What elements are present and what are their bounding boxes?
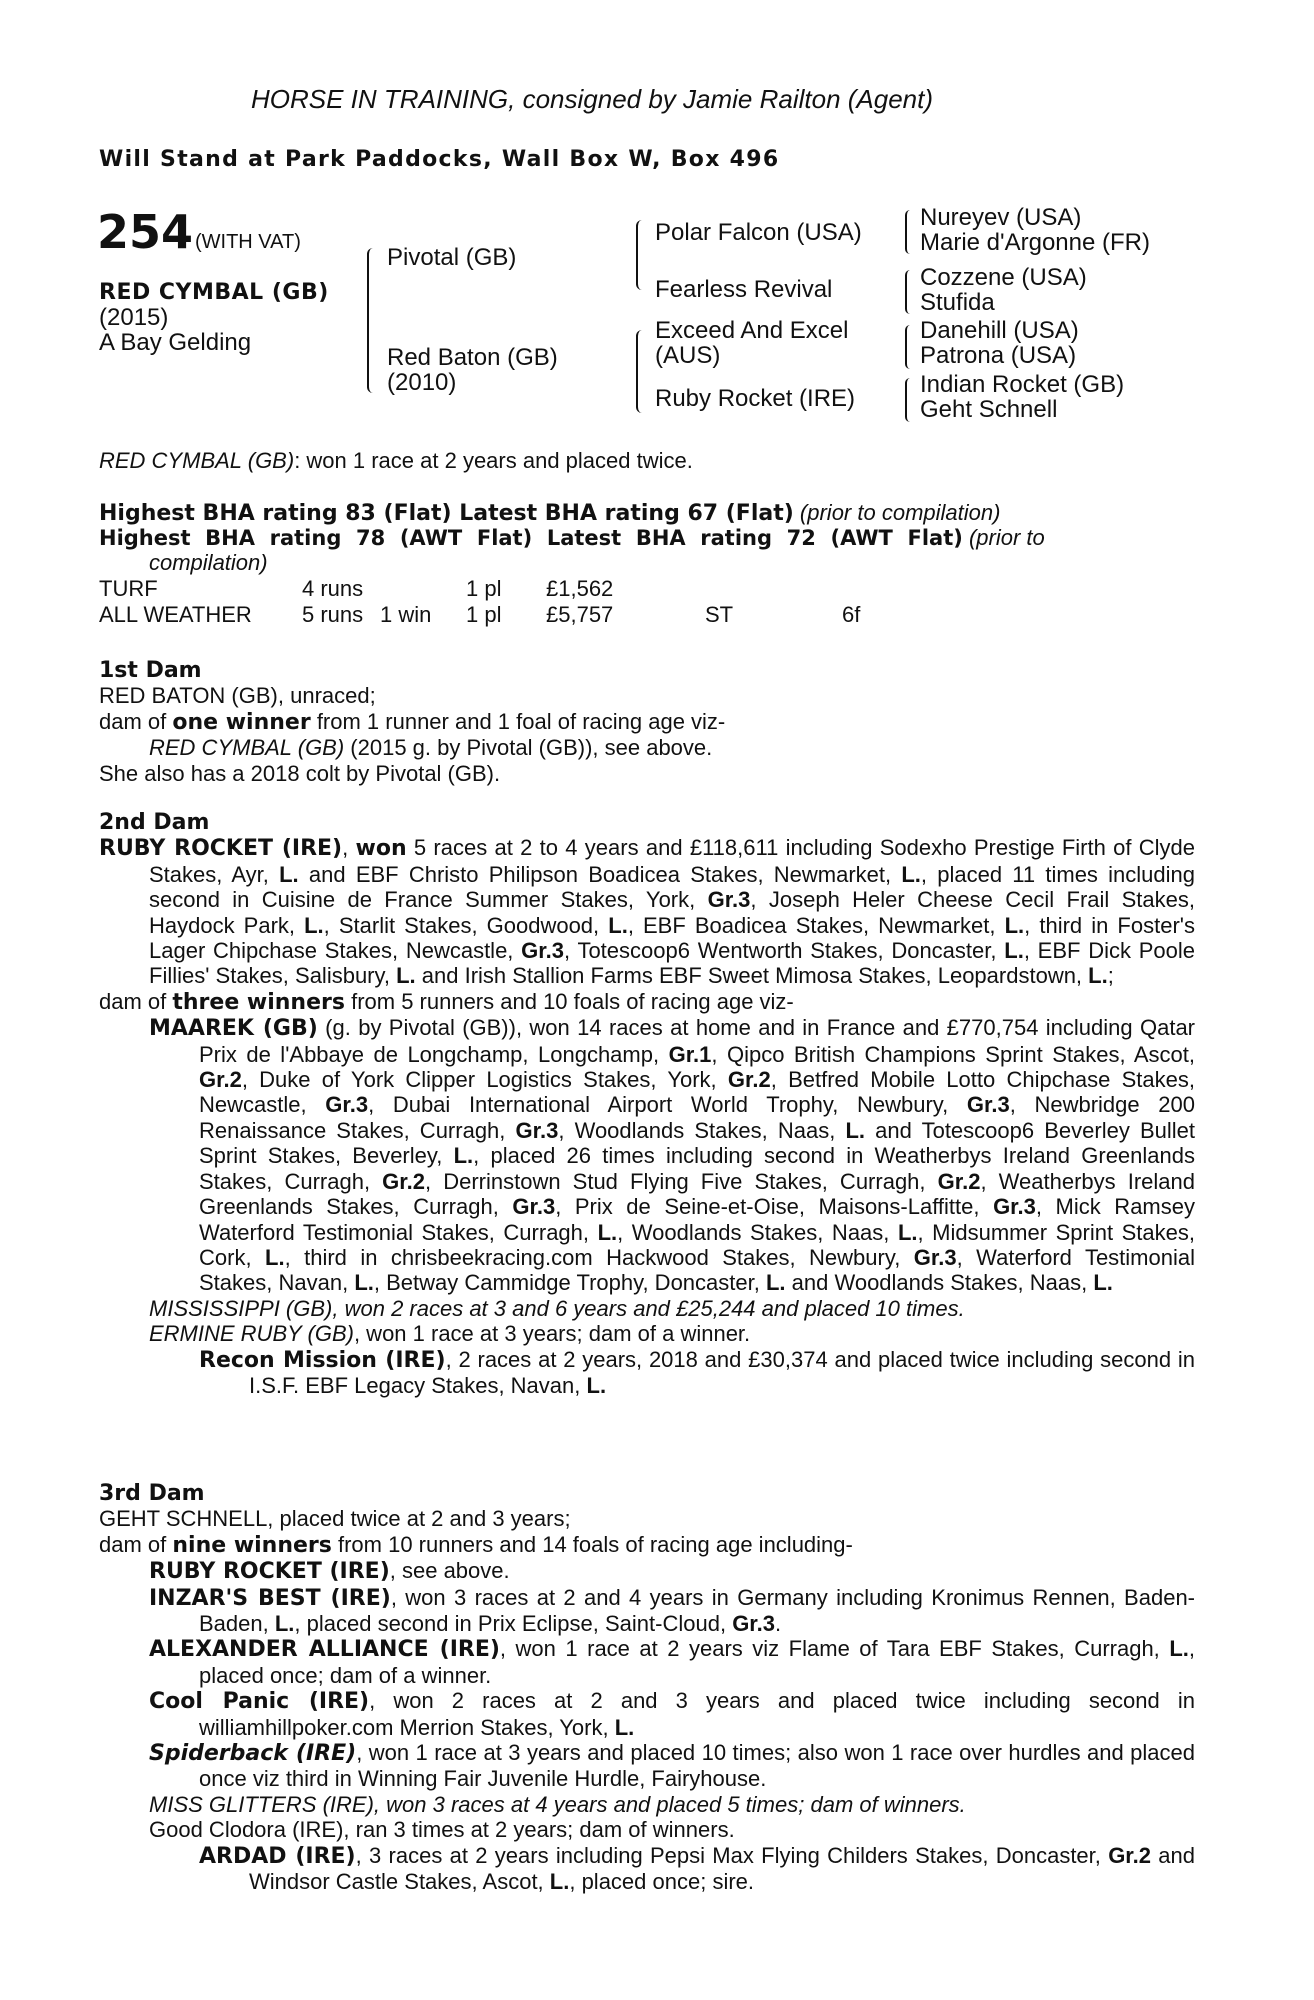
pedigree-gg1: Nureyev (USA) bbox=[920, 204, 1082, 231]
progeny-alexander-alliance: ALEXANDER ALLIANCE (IRE), won 1 race at 2 years viz Flame of Tara EBF Stakes, Curragh, L., placed once; dam of a winner. bbox=[149, 1636, 1195, 1688]
pedigree-sire-dam: Fearless Revival bbox=[655, 276, 833, 303]
third-dam-heading: 3rd Dam bbox=[99, 1481, 205, 1506]
turf-runs: 4 runs bbox=[302, 576, 364, 601]
pedigree-brace-main bbox=[367, 248, 379, 393]
progeny-miss-glitters: MISS GLITTERS (IRE), won 3 races at 4 years and placed 5 times; dam of winners. bbox=[149, 1791, 966, 1817]
aw-surface: ST bbox=[705, 602, 734, 627]
pedigree-gg6: Patrona (USA) bbox=[920, 342, 1077, 369]
pedigree-brace-sire bbox=[636, 220, 648, 290]
pedigree-dam-year: (2010) bbox=[387, 369, 457, 396]
second-dam-section bbox=[99, 810, 1195, 1398]
progeny-mississippi: MISSISSIPPI (GB), won 2 races at 3 and 6 years and £25,244 and placed 10 times. bbox=[149, 1295, 965, 1321]
horse-name: RED CYMBAL (GB) bbox=[99, 280, 329, 305]
foaling-year: (2015) bbox=[99, 304, 169, 331]
third-dam-intro: dam of nine winners from 10 runners and 14 foals of racing age including- bbox=[99, 1531, 853, 1558]
third-dam-section bbox=[99, 1481, 1195, 1895]
pedigree-dam-dam: Ruby Rocket (IRE) bbox=[655, 385, 856, 412]
rating-awt: Highest BHA rating 78 (AWT Flat) Latest BHA rating 72 (AWT Flat) bbox=[99, 526, 963, 550]
aw-placed: 1 pl bbox=[466, 602, 502, 627]
rating-awt-note-cont: compilation) bbox=[149, 550, 268, 575]
pedigree-gg2: Marie d'Argonne (FR) bbox=[920, 229, 1150, 256]
page-title: HORSE IN TRAINING, consigned by Jamie Railton (Agent) bbox=[251, 84, 934, 114]
pedigree-sire-sire: Polar Falcon (USA) bbox=[655, 219, 862, 246]
aw-earnings: £5,757 bbox=[546, 602, 614, 627]
progeny-spiderback: Spiderback (IRE), won 1 race at 3 years and placed 10 times; also won 1 race over hurdles and placed once viz third in Winning Fair Juvenile Hurdle, Fairyhouse. bbox=[149, 1740, 1196, 1792]
progeny-ardad: ARDAD (IRE), 3 races at 2 years including Pepsi Max Flying Childers Stakes, Doncaster, Gr.2 and Windsor Castle Stakes, Ascot, L., placed once; sire. bbox=[199, 1842, 1195, 1895]
first-dam-intro: dam of one winner from 1 runner and 1 foal of racing age viz- bbox=[99, 708, 726, 735]
first-dam-progeny: RED CYMBAL (GB) (2015 g. by Pivotal (GB)), see above. bbox=[149, 735, 713, 761]
progeny-recon-mission: Recon Mission (IRE), 2 races at 2 years, 2018 and £30,374 and placed twice including second in I.S.F. EBF Legacy Stakes, Navan, L. bbox=[199, 1346, 1195, 1398]
progeny-inzars-best: INZAR'S BEST (IRE), won 3 races at 2 and 4 years in Germany including Kronimus Rennen, Baden-Baden, L., placed second in Prix Eclipse, Saint-Cloud, Gr.3. bbox=[149, 1584, 1196, 1637]
pedigree-gg3: Cozzene (USA) bbox=[920, 264, 1087, 291]
pedigree-sire: Pivotal (GB) bbox=[387, 244, 517, 271]
pedigree-brace-g2 bbox=[905, 270, 915, 314]
rating-awt-note: (prior to bbox=[968, 525, 1045, 550]
aw-runs: 5 runs bbox=[302, 602, 364, 627]
progeny-maarek: MAAREK (GB) (g. by Pivotal (GB)), won 14 races at home and in France and £770,754 including Qatar Prix de l'Abbaye de Longchamp, Longchamp, Gr.1, Qipco British Champions Sprint Stakes, Ascot, Gr.2, Duke of York Clipper Logistics Stakes, York, Gr.2, Betfred Mobile Lotto Chipchase Stakes, Newcastle, Gr.3, Dubai International Airport World Trophy, Newbury, Gr.3, Newbridge 200 Renaissance Stakes, Curragh, Gr.3, Woodlands Stakes, Naas, L. and Totescoop6 Beverley Bullet Sprint Stakes, Beverley, L., placed 26 times including second in Weatherbys Ireland Greenlands Stakes, Curragh, Gr.2, Derrinstown Stud Flying Five Stakes, Curragh, Gr.2, Weatherbys Ireland Greenlands Stakes, Curragh, Gr.3, Prix de Seine-et-Oise, Maisons-Laffitte, Gr.3, Mick Ramsey Waterford Testimonial Stakes, Curragh, L., Woodlands Stakes, Naas, L., Midsummer Sprint Stakes, Cork, L., third in chrisbeekracing.com Hackwood Stakes, Newbury, Gr.3, Waterford Testimonial Stakes, Navan, L., Betway Cammidge Trophy, Doncaster, L. and Woodlands Stakes, Naas, L. bbox=[149, 1015, 1196, 1296]
first-dam-heading: 1st Dam bbox=[99, 658, 202, 683]
aw-distance: 6f bbox=[842, 602, 861, 627]
rating-line-2 bbox=[99, 525, 1045, 551]
pedigree-dam-sire: Exceed And Excel bbox=[655, 317, 849, 344]
pedigree-gg7: Indian Rocket (GB) bbox=[920, 371, 1125, 398]
turf-label: TURF bbox=[99, 576, 158, 601]
pedigree-brace-g3 bbox=[905, 325, 915, 369]
summary-text: : won 1 race at 2 years and placed twice. bbox=[294, 448, 693, 473]
race-summary bbox=[99, 448, 693, 473]
pedigree-gg4: Stufida bbox=[920, 289, 995, 316]
summary-horse-name: RED CYMBAL (GB) bbox=[99, 448, 295, 473]
aw-label: ALL WEATHER bbox=[99, 602, 252, 627]
rating-flat-note: (prior to compilation) bbox=[799, 500, 1001, 525]
pedigree-gg8: Geht Schnell bbox=[920, 396, 1058, 423]
horse-description: A Bay Gelding bbox=[99, 329, 252, 356]
progeny-good-clodora: Good Clodora (IRE), ran 3 times at 2 years; dam of winners. bbox=[149, 1817, 735, 1843]
rating-flat: Highest BHA rating 83 (Flat) Latest BHA rating 67 (Flat) bbox=[99, 501, 794, 526]
first-dam-section bbox=[99, 658, 1195, 786]
vat-label: (WITH VAT) bbox=[195, 231, 301, 253]
pedigree-gg5: Danehill (USA) bbox=[920, 317, 1079, 344]
aw-wins: 1 win bbox=[380, 602, 432, 627]
pedigree-brace-g4 bbox=[905, 378, 915, 422]
turf-earnings: £1,562 bbox=[546, 576, 614, 601]
box-location: Will Stand at Park Paddocks, Wall Box W, Box 496 bbox=[99, 147, 780, 172]
second-dam-intro: dam of three winners from 5 runners and 10 foals of racing age viz- bbox=[99, 988, 794, 1015]
second-dam-heading: 2nd Dam bbox=[99, 810, 210, 835]
progeny-ermine-ruby: ERMINE RUBY (GB), won 1 race at 3 years; dam of a winner. bbox=[149, 1321, 751, 1347]
pedigree-dam-sire-country: (AUS) bbox=[655, 342, 721, 369]
turf-placed: 1 pl bbox=[466, 576, 502, 601]
progeny-ruby-rocket: RUBY ROCKET (IRE), see above. bbox=[149, 1558, 510, 1585]
pedigree-brace-g1 bbox=[905, 210, 915, 254]
lot-number: 254 bbox=[97, 205, 194, 259]
pedigree-dam: Red Baton (GB) bbox=[387, 344, 558, 371]
progeny-cool-panic: Cool Panic (IRE), won 2 races at 2 and 3 years and placed twice including second in williamhillpoker.com Merrion Stakes, York, L. bbox=[149, 1688, 1195, 1740]
first-dam-name: RED BATON (GB), unraced; bbox=[99, 683, 376, 709]
rating-line-1 bbox=[99, 500, 1000, 526]
third-dam-name: GEHT SCHNELL, placed twice at 2 and 3 years; bbox=[99, 1506, 571, 1532]
first-dam-note: She also has a 2018 colt by Pivotal (GB). bbox=[99, 760, 501, 786]
second-dam-record: RUBY ROCKET (IRE), won 5 races at 2 to 4 years and £118,611 including Sodexho Prestige Firth of Clyde Stakes, Ayr, L. and EBF Christo Philipson Boadicea Stakes, Newmarket, L., placed 11 times including second in Cuisine de France Summer Stakes, York, Gr.3, Joseph Heler Cheese Cecil Frail Stakes, Haydock Park, L., Starlit Stakes, Goodwood, L., EBF Boadicea Stakes, Newmarket, L., third in Foster's Lager Chipchase Stakes, Newcastle, Gr.3, Totescoop6 Wentworth Stakes, Doncaster, L., EBF Dick Poole Fillies' Stakes, Salisbury, L. and Irish Stallion Farms EBF Sweet Mimosa Stakes, Leopardstown, L.; bbox=[99, 835, 1195, 989]
pedigree-brace-dam bbox=[636, 330, 648, 413]
